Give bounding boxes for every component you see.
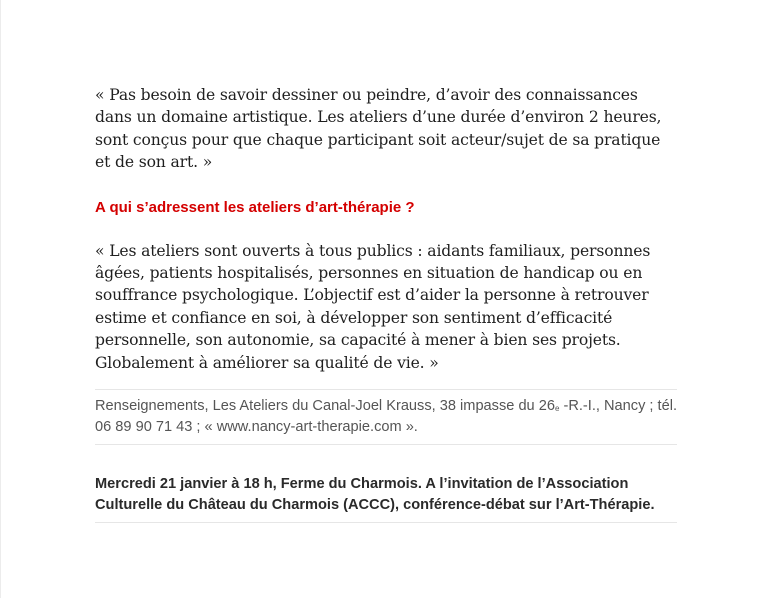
article-body (95, 84, 677, 523)
info-ordinal-suffix: e (554, 404, 560, 414)
quote-paragraph-intro: « Pas besoin de savoir dessiner ou peindre, d’avoir des connaissances dans un domaine artistique. Les ateliers d’une durée d’environ 2 heures, sont conçus pour que chaque participant soit acteur/sujet de sa pratique et de son art. » (95, 86, 662, 172)
quote-paragraph-audience: « Les ateliers sont ouverts à tous publics : aidants familiaux, personnes âgées, patients hospitalisés, personnes en situation de handicap ou en souffrance psychologique. L’objectif est d’aider la personne à retrouver estime et confiance en soi, à développer son sentiment d’efficacité personnelle, son autonomie, sa capacité à mener à bien ses projets. Globalement à améliorer sa qualité de vie. » (95, 241, 651, 372)
info-block (95, 389, 677, 445)
info-text-start: Renseignements, Les Ateliers du Canal-Joel Krauss, 38 impasse du 26 (95, 398, 555, 415)
event-announcement: Mercredi 21 janvier à 18 h, Ferme du Charmois. A l’invitation de l’Association Culturelle du Château du Charmois (ACCC), conférence-débat sur l’Art-Thérapie. (95, 474, 677, 523)
info-text-end: -R.-I., Nancy ; tél. 06 89 90 71 43 ; « www.nancy-art-therapie.com ». (95, 398, 678, 435)
section-heading: A qui s’adressent les ateliers d’art-thérapie ? (95, 198, 415, 216)
